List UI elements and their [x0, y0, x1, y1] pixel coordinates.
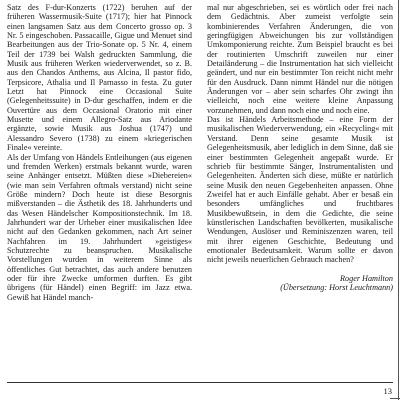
left-text-column: [7, 3, 192, 302]
author-name: Roger Hamilton: [340, 273, 393, 283]
page-corner-line: [390, 398, 400, 399]
credit-block: [207, 274, 393, 293]
right-text-column: [207, 3, 393, 292]
left-paragraph-2: Als der Umfang von Händels Entleihungen (aus eigenen und fremden Werken) erstmals bekannt wurde, waren seine Anhänger entsetzt. Müßten diese »Diebereien« (wie man sein Verfahren oftmals verstand) nicht seine Größe mindern? Doch heute ist diese Besorgnis mißverstanden – die Ästhetik des 18. Jahrhunderts und das Wesen Händelscher Kompositionstechnik. Im 18. Jahrhundert war der Urheber einer musikalischen Idee nicht auf den Gedanken gekommen, nach Art seiner Nachfahren im 19. Jahrhundert »geistiges« Schutzrechte zu beanspruchen. Musikalische Vorstellungen wurden in weiterem Sinne als öffentliches Gut betrachtet, das auch andere benutzen oder für ihre Zwecke umformen durften. Es gibt übrigens (für Händel) einen Begriff: im Jazz etwa. Gewiß hat Händel manch-: [7, 152, 192, 302]
left-paragraph-1: Satz des F-dur-Konzerts (1722) beruhen auf der früheren Wassermusik-Suite (1717); hier hat Pinnock einen langsamen Satz aus dem Concerto grosso op. 3 Nr. 5 eingeschoben. Passacaille, Gigue und Menuet sind Bearbeitungen aus der Trio-Sonate op. 5 Nr. 4, einem Teil der 1739 bei Walsh gedruckten Sammlung, die Musik aus früheren Werken wiederverwendet, so z. B. aus den Chandos Anthems, aus Alcina, Il pastor fido, Terpsicore, Athalia und Il Parnasso in festa. Zu guter Letzt hat Pinnock eine Occasional Suite (Gelegenheitssuite) in D-dur geschaffen, indem er die Ouvertüre aus dem Occasional Oratorio mit einer Musette und einem Allegro-Satz aus Ariodante ergänzte, sowie Musik aus Joshua (1747) und Alessandro Severo (1738) zu einem »kriegerischen Finale« vereinte.: [7, 3, 192, 153]
footer-divider: [7, 382, 393, 383]
right-paragraph-2: Das ist Händels Arbeitsmethode – eine Form der musikalischen Wiederverwendung, ein »Recycling« mit Verstand. Denn seine gesamte Musik ist Gelegenheitsmusik, aber lediglich in dem Sinne, daß sie einer bestimmten Gelegenheit angepaßt wurde. Er schrieb für bestimmte Sänger, Instrumentalisten und Gelegenheiten. Änderten sich diese, müßte er natürlich seine Musik den neuen Gegebenheiten anpassen. Ohne Zweifel hat er auch Einfälle gehabt. Aber er besaß ein besonders umfängliches und fruchtbares Musikbewußtsein, in dem die Gedichte, die seine künstlerischen Landschaften bevölkerten, musikalische Wendungen, Auslöser und Reminiszenzen waren, teil mit ihrer eigenen Geschichte, Bedeutung und emotionaler Bedeutsamkeit. Warum sollte er davon nicht jeweils neuerlichen Gebrauch machen?: [207, 115, 393, 265]
translation-credit: (Übersetzung: Horst Leuchtmann): [280, 282, 393, 292]
page-edge-line: [398, 0, 399, 400]
page-number: 13: [383, 386, 392, 396]
right-paragraph-1: mal nur abgeschrieben, sei es wörtlich oder frei nach dem Gedächtnis. Aber zumeist verfolgte sein kombinierendes Verfahren Änderungen, die von geringfügigen Abweichungen bis zur vollständigen Umkomponierung reichte. Zum Beispiel braucht es bei der routinierten Umschrift zuweilen nur einer Detailänderung – die Instrumentation hat sich vielleicht geändert, und nur ein bestimmter Ton reicht nicht mehr für den Ausdruck. Dann nimmt Händel nur die nötigen Änderungen vor – aber sein scharfes Ohr zwingt ihn vielleicht, noch eine weitere kleine Anpassung vorzunehmen, und dann noch eine und noch eine.: [207, 3, 393, 115]
